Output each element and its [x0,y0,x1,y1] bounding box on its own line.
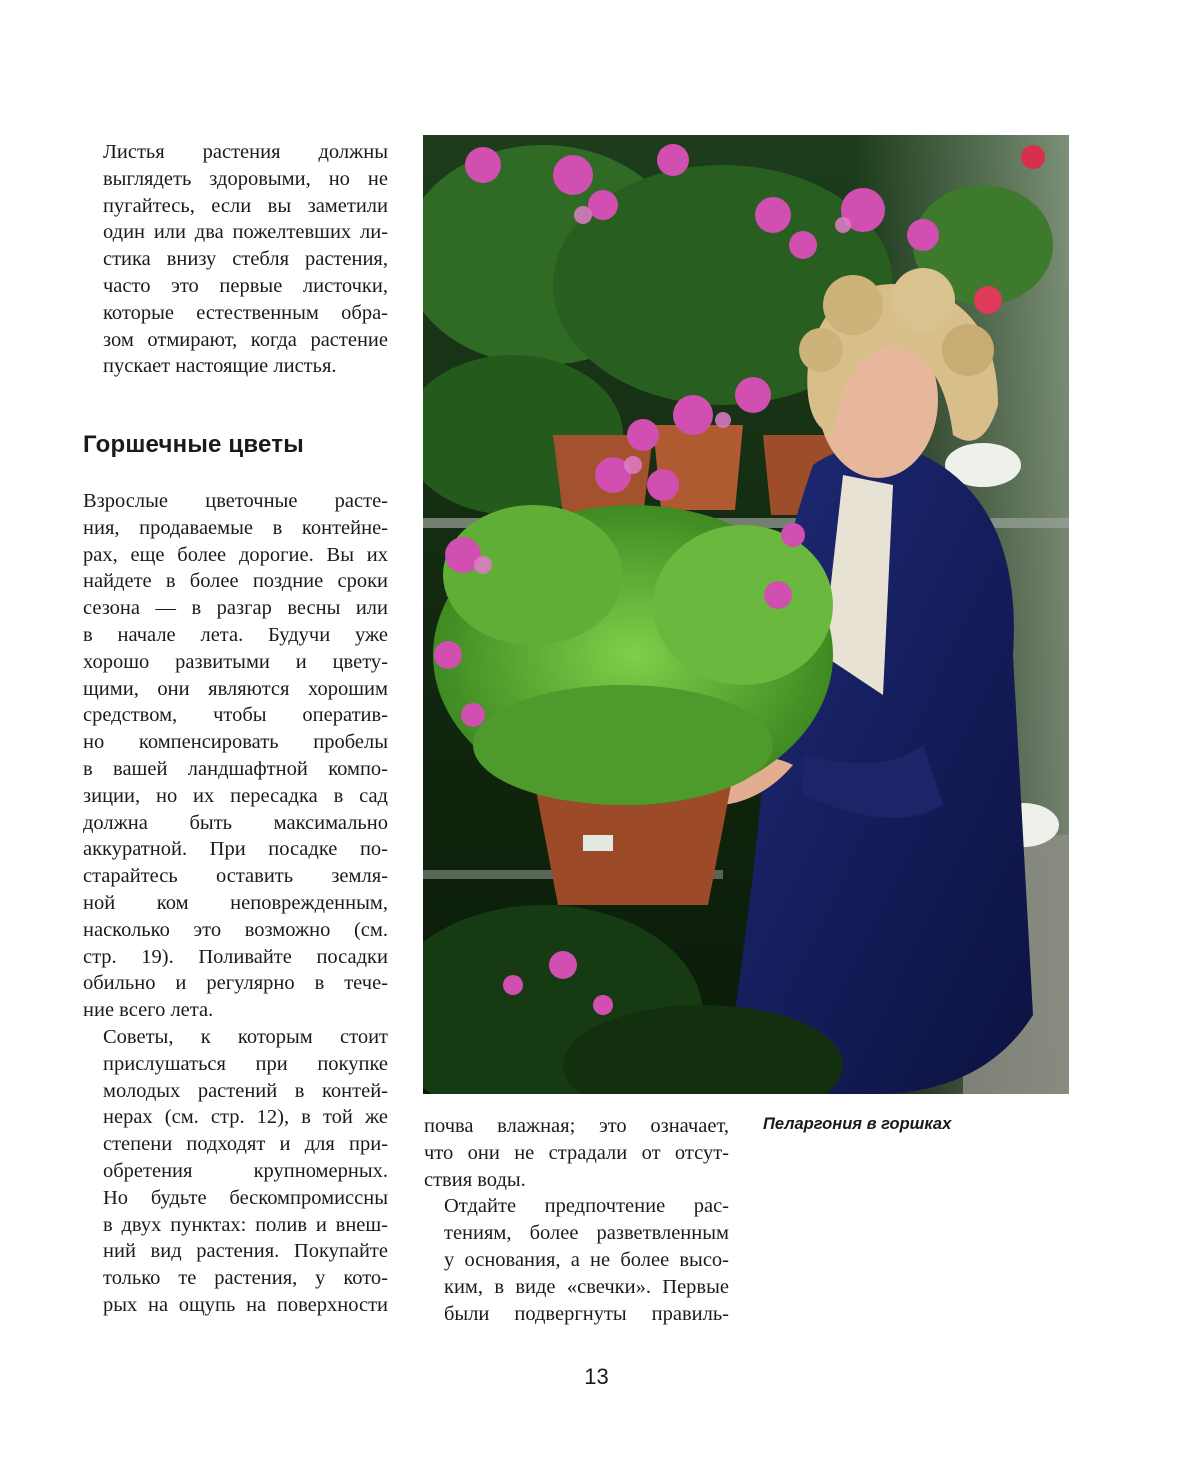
section-heading: Горшечные цветы [83,431,304,458]
text-line: только те растения, у кото- [103,1267,388,1290]
text-line: хорошо развитыми и цвету- [83,650,388,673]
text-line: часто это первые листочки, [103,274,388,297]
text-line: в двух пунктах: полив и внеш- [103,1213,388,1236]
text-column-left-top [83,139,388,380]
text-line: почва влажная; это означает, [424,1115,729,1137]
text-line: старайтесь оставить земля- [83,865,388,888]
text-line: пугайтесь, если вы заметили [103,194,388,217]
text-line: у основания, а не более высо- [444,1248,729,1271]
text-column-left-bottom [83,488,388,1319]
page-number: 13 [584,1364,609,1389]
text-line: стика внизу стебля растения, [103,248,388,271]
text-line: ким, в виде «свечки». Первые [444,1275,729,1298]
text-line: один или два пожелтевших ли- [103,221,388,244]
text-line: рах, еще более дорогие. Вы их [83,543,388,566]
text-line: нерах (см. стр. 12), в той же [103,1106,388,1129]
paragraph-moist-soil [424,1113,729,1193]
text-line: зиции, но их пересадка в сад [83,784,388,807]
text-line: в вашей ландшафтной компо- [83,757,388,780]
text-line: ной ком неповрежденным, [83,891,388,914]
text-line: молодых растений в контей- [103,1079,388,1102]
text-line: сезона — в разгар весны или [83,597,388,620]
paragraph-branching-preference [424,1193,729,1327]
text-line: насколько это возможно (см. [83,918,388,941]
photo-caption: Пеларгония в горшках [763,1115,952,1133]
text-line: ния, продаваемые в контейне- [83,516,388,539]
text-line: зом отмирают, когда растение [103,328,388,351]
text-line: были подвергнуты правиль- [444,1302,729,1325]
text-line: средством, чтобы оператив- [83,704,388,727]
text-line: ний вид растения. Покупайте [103,1240,388,1263]
text-line: выглядеть здоровыми, но не [103,167,388,190]
text-line: Но будьте бескомпромиссны [103,1186,388,1209]
paragraph-leaf-health [83,139,388,380]
text-line: что они не страдали от отсут- [424,1141,729,1164]
text-line: Листья растения должны [103,141,388,163]
text-line: аккуратной. При посадке по- [83,838,388,861]
photo-illustration [423,135,1069,1094]
paragraph-buying-tips [83,1024,388,1319]
text-line: Советы, к которым стоит [103,1025,388,1048]
text-line: в начале лета. Будучи уже [83,623,388,646]
text-line: но компенсировать пробелы [83,731,388,754]
text-line: прислушаться при покупке [103,1052,388,1075]
text-line: степени подходят и для при- [103,1133,388,1156]
text-line: тениям, более разветвленным [444,1222,729,1245]
text-line: обильно и регулярно в тече- [83,972,388,995]
text-line: рых на ощупь на поверхности [103,1293,388,1316]
text-line: стр. 19). Поливайте посадки [83,945,388,968]
text-line: щими, они являются хорошим [83,677,388,700]
text-column-middle [424,1113,729,1327]
text-line: пускает настоящие листья. [103,355,337,378]
text-line: которые естественным обра- [103,301,388,324]
text-line: найдете в более поздние сроки [83,570,388,593]
pelargonium-photo [423,135,1069,1094]
text-line: обретения крупномерных. [103,1159,388,1182]
text-line: ствия воды. [424,1168,526,1191]
text-line: должна быть максимально [83,811,388,834]
text-line: ние всего лета. [83,999,214,1022]
paragraph-potted-flowers [83,488,388,1024]
text-line: Отдайте предпочтение рас- [444,1195,729,1218]
text-line: Взрослые цветочные расте- [83,490,388,512]
